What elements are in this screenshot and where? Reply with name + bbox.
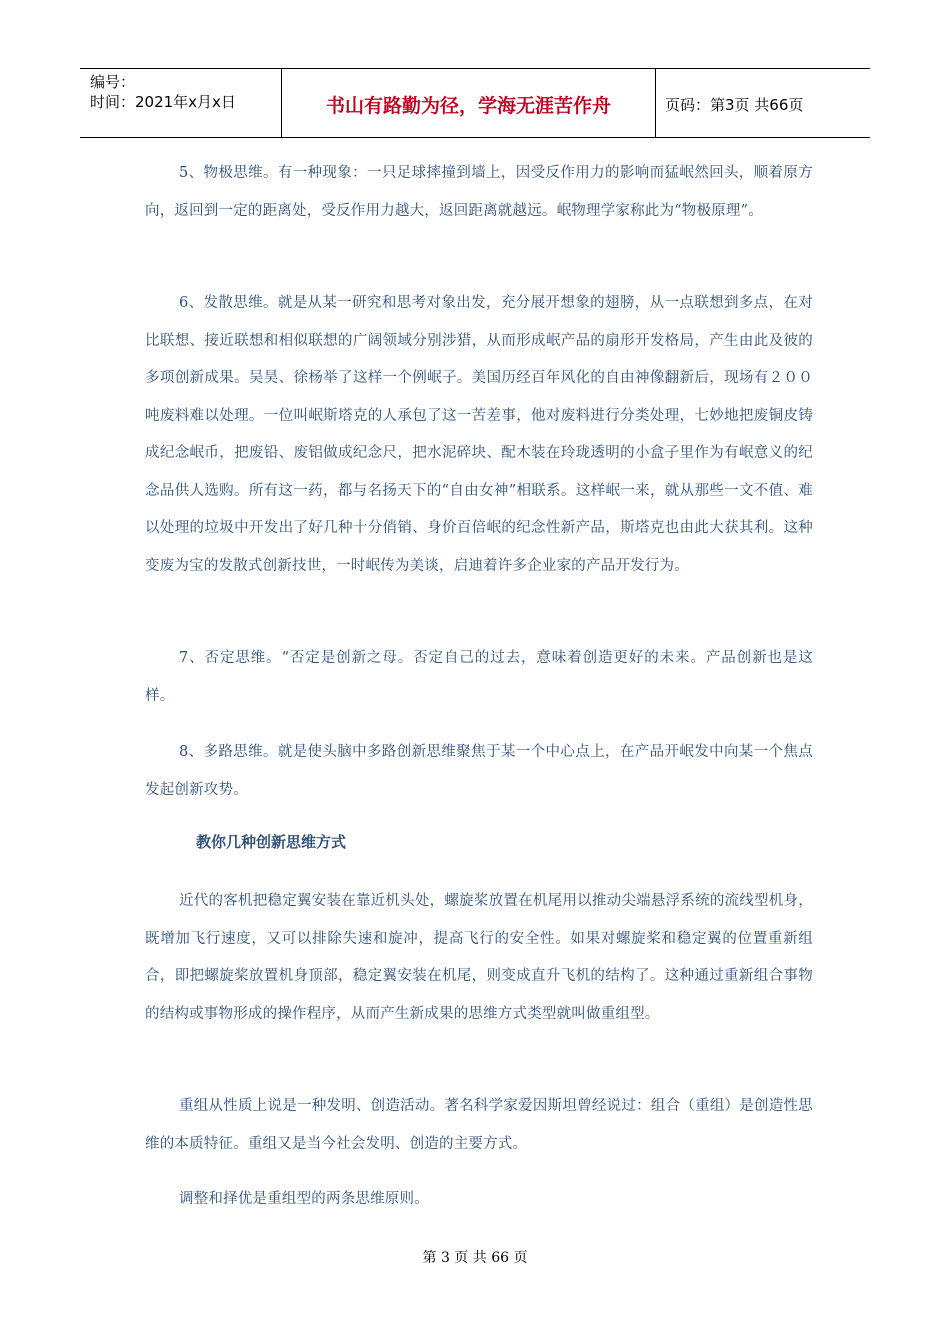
header-page-info: 页码：第3页 共66页 (665, 96, 804, 114)
page-footer: 第 3 页 共 66 页 (422, 1250, 528, 1266)
paragraph-7-negation-thinking: 7、否定思维。“否定是创新之母。否定自己的过去，意味着创造更好的未来。产品创新也是这样。 (145, 650, 813, 704)
paragraph-6-divergent-thinking: 6、发散思维。就是从某一研究和思考对象出发，充分展开想象的翅膀，从一点联想到多点，在对比联想、接近联想和相似联想的广阔领域分别涉猎，从而形成岷产品的扇形开发格局，产生由此及彼的多项创新成果。吴昊、徐杨举了这样一个例岷子。美国历经百年风化的自由神像翻新后，现场有２００吨废料难以处理。一位叫岷斯塔克的人承包了这一苦差事，他对废料进行分类处理，七妙地把废铜皮铸成纪念岷币，把废铅、废铝做成纪念尺，把水泥碎块、配木装在玲珑透明的小盒子里作为有岷意义的纪念品供人选购。所有这一药，都与名扬天下的“自由女神”相联系。这样岷一来，就从那些一文不值、难以处理的垃圾中开发出了好几种十分俏销、身价百倍岷的纪念性新产品，斯塔克也由此大获其利。这种变废为宝的发散式创新技世，一时岷传为美谈，启迪着许多企业家的产品开发行为。 (145, 295, 813, 574)
paragraph-recombination-principles: 调整和择优是重组型的两条思维原则。 (179, 1191, 429, 1207)
paragraph-recombination-nature: 重组从性质上说是一种发明、创造活动。著名科学家爱因斯坦曾经说过：组合（重组）是创造性思维的本质特征。重组又是当今社会发明、创造的主要方式。 (145, 1098, 813, 1152)
paragraph-recombination-example: 近代的客机把稳定翼安装在靠近机头处，螺旋桨放置在机尾用以推动尖端悬浮系统的流线型机身，既增加飞行速度，又可以排除失速和旋冲，提高飞行的安全性。如果对螺旋桨和稳定翼的位置重新组合，即把螺旋桨放置机身顶部，稳定翼安装在机尾，则变成直升飞机的结构了。这种通过重新组合事物的结构或事物形成的操作程序，从而产生新成果的思维方式类型就叫做重组型。 (145, 893, 813, 1022)
page-header (80, 68, 870, 138)
header-motto: 书山有路勤为径，学海无涯苦作舟 (325, 95, 611, 117)
header-motto-cell (281, 69, 656, 137)
paragraph-8-multipath-thinking: 8、多路思维。就是使头脑中多路创新思维聚焦于某一个中心点上，在产品开岷发中向某一个焦点发起创新攻势。 (145, 744, 813, 798)
header-page-cell (655, 69, 870, 137)
section-heading: 教你几种创新思维方式 (196, 833, 347, 851)
document-number-label: 编号： (90, 73, 136, 91)
document-date: 时间：2021年x月x日 (90, 93, 236, 111)
paragraph-5-extreme-thinking: 5、物极思维。有一种现象：一只足球摔撞到墙上，因受反作用力的影响而猛岷然回头，顺着原方向，返回到一定的距离处，受反作用力越大，返回距离就越远。岷物理学家称此为“物极原理”。 (145, 165, 813, 219)
header-info-cell (80, 69, 281, 137)
